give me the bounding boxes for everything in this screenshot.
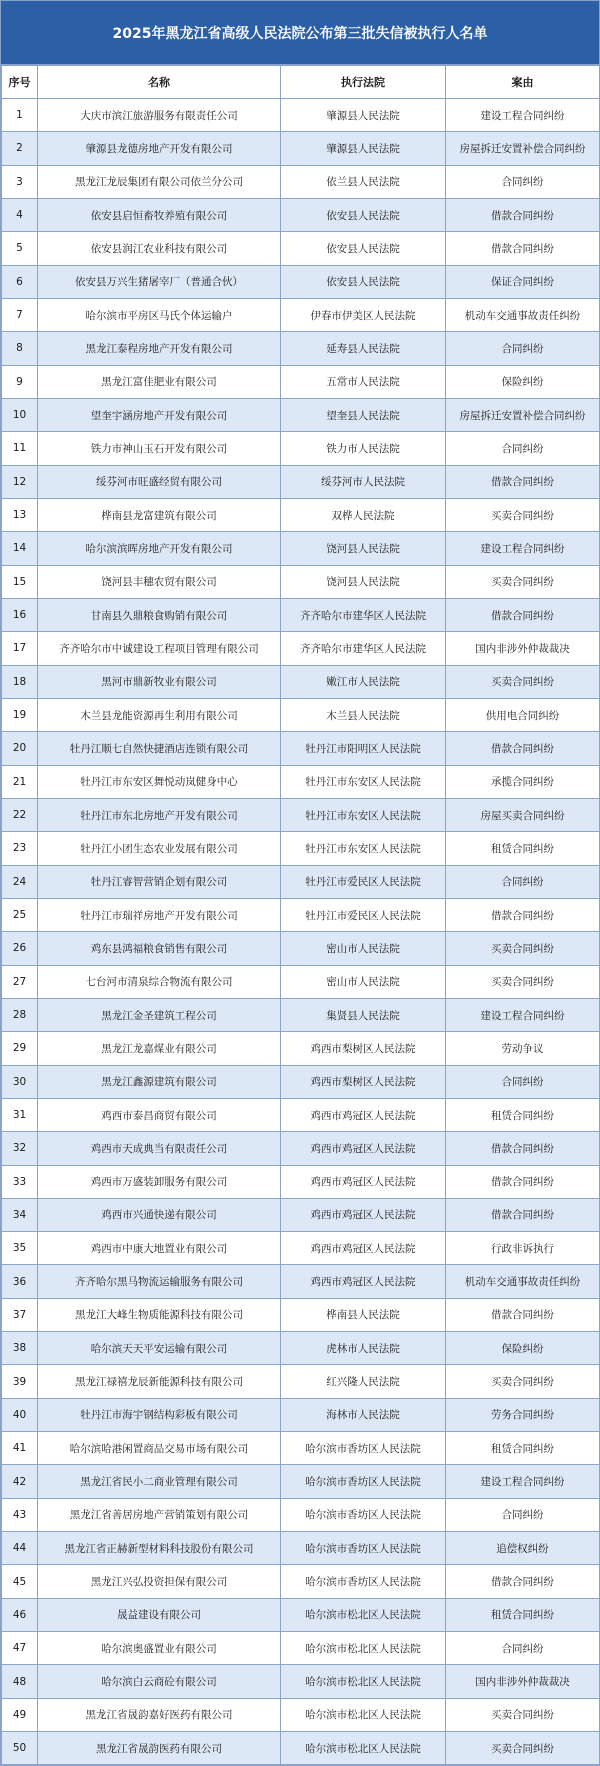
header-name: 名称 — [38, 66, 281, 99]
cell-court: 牡丹江市东安区人民法院 — [281, 832, 446, 865]
cell-name: 铁力市神山玉石开发有限公司 — [38, 432, 281, 465]
cell-name: 鸡西市泰昌商贸有限公司 — [38, 1098, 281, 1131]
table-row — [2, 1065, 600, 1098]
cell-court: 肇源县人民法院 — [281, 132, 446, 165]
cell-name: 哈尔滨市平房区马氏个体运输户 — [38, 298, 281, 331]
cell-name: 黑龙江鑫源建筑有限公司 — [38, 1065, 281, 1098]
cell-court: 密山市人民法院 — [281, 965, 446, 998]
cell-cause: 合同纠纷 — [446, 332, 600, 365]
table-row — [2, 1632, 600, 1665]
table-row — [2, 1265, 600, 1298]
cell-name: 鸡东县鸿福粮食销售有限公司 — [38, 932, 281, 965]
cell-name: 黑龙江龙辰集团有限公司依兰分公司 — [38, 165, 281, 198]
table-row — [2, 598, 600, 631]
cell-court: 伊春市伊美区人民法院 — [281, 298, 446, 331]
cell-cause: 房屋买卖合同纠纷 — [446, 798, 600, 831]
cell-cause: 租赁合同纠纷 — [446, 832, 600, 865]
cell-cause: 租赁合同纠纷 — [446, 1432, 600, 1465]
table-row — [2, 1698, 600, 1731]
cell-court: 延寿县人民法院 — [281, 332, 446, 365]
cell-name: 黑龙江省正赫新型材料科技股份有限公司 — [38, 1532, 281, 1565]
cell-number: 50 — [2, 1732, 38, 1765]
cell-name: 鸡西市万盛装卸服务有限公司 — [38, 1165, 281, 1198]
cell-court: 海林市人民法院 — [281, 1398, 446, 1431]
header-row — [2, 66, 600, 99]
cell-name: 黑龙江禄禧龙辰新能源科技有限公司 — [38, 1365, 281, 1398]
cell-court: 虎林市人民法院 — [281, 1332, 446, 1365]
cell-cause: 国内非涉外仲裁裁决 — [446, 632, 600, 665]
table-row — [2, 798, 600, 831]
table-row — [2, 1098, 600, 1131]
cell-court: 绥芬河市人民法院 — [281, 465, 446, 498]
cell-number: 6 — [2, 265, 38, 298]
cell-number: 38 — [2, 1332, 38, 1365]
cell-name: 鸡西市天成典当有限责任公司 — [38, 1132, 281, 1165]
table-row — [2, 398, 600, 431]
table-row — [2, 865, 600, 898]
table-row — [2, 465, 600, 498]
cell-number: 48 — [2, 1665, 38, 1698]
cell-name: 黑龙江省民小二商业管理有限公司 — [38, 1465, 281, 1498]
cell-name: 齐齐哈尔黑马物流运输服务有限公司 — [38, 1265, 281, 1298]
table-row — [2, 365, 600, 398]
cell-court: 鸡西市鸡冠区人民法院 — [281, 1098, 446, 1131]
cell-number: 45 — [2, 1565, 38, 1598]
cell-cause: 买卖合同纠纷 — [446, 932, 600, 965]
cell-court: 饶河县人民法院 — [281, 532, 446, 565]
cell-court: 哈尔滨市香坊区人民法院 — [281, 1465, 446, 1498]
table-row — [2, 932, 600, 965]
cell-name: 黑龙江泰程房地产开发有限公司 — [38, 332, 281, 365]
cell-cause: 建设工程合同纠纷 — [446, 532, 600, 565]
cell-cause: 借款合同纠纷 — [446, 465, 600, 498]
table-row — [2, 498, 600, 531]
cell-number: 29 — [2, 1032, 38, 1065]
cell-number: 33 — [2, 1165, 38, 1198]
cell-name: 大庆市滨江旅游服务有限责任公司 — [38, 99, 281, 132]
cell-cause: 合同纠纷 — [446, 165, 600, 198]
cell-cause: 借款合同纠纷 — [446, 732, 600, 765]
cell-court: 哈尔滨市香坊区人民法院 — [281, 1498, 446, 1531]
table-row — [2, 1432, 600, 1465]
cell-number: 14 — [2, 532, 38, 565]
cell-name: 望奎宇涵房地产开发有限公司 — [38, 398, 281, 431]
cell-court: 牡丹江市东安区人民法院 — [281, 798, 446, 831]
cell-number: 39 — [2, 1365, 38, 1398]
cell-cause: 机动车交通事故责任纠纷 — [446, 1265, 600, 1298]
cell-name: 黑龙江大峰生物质能源科技有限公司 — [38, 1298, 281, 1331]
header-number: 序号 — [2, 66, 38, 99]
cell-cause: 机动车交通事故责任纠纷 — [446, 298, 600, 331]
cell-number: 26 — [2, 932, 38, 965]
cell-cause: 借款合同纠纷 — [446, 232, 600, 265]
cell-court: 红兴隆人民法院 — [281, 1365, 446, 1398]
cell-number: 25 — [2, 898, 38, 931]
table-row — [2, 232, 600, 265]
cell-cause: 合同纠纷 — [446, 1065, 600, 1098]
cell-name: 哈尔滨滨晖房地产开发有限公司 — [38, 532, 281, 565]
cell-number: 16 — [2, 598, 38, 631]
cell-cause: 借款合同纠纷 — [446, 598, 600, 631]
cell-name: 肇源县龙德房地产开发有限公司 — [38, 132, 281, 165]
cell-court: 密山市人民法院 — [281, 932, 446, 965]
cell-court: 饶河县人民法院 — [281, 565, 446, 598]
page-title: 2025年黑龙江省高级人民法院公布第三批失信被执行人名单 — [1, 1, 599, 65]
cell-court: 齐齐哈尔市建华区人民法院 — [281, 632, 446, 665]
cell-cause: 供用电合同纠纷 — [446, 698, 600, 731]
cell-cause: 借款合同纠纷 — [446, 1132, 600, 1165]
table-row — [2, 265, 600, 298]
cell-name: 七台河市清泉综合物流有限公司 — [38, 965, 281, 998]
cell-court: 依兰县人民法院 — [281, 165, 446, 198]
cell-name: 牡丹江市瑞祥房地产开发有限公司 — [38, 898, 281, 931]
table-row — [2, 898, 600, 931]
cell-name: 齐齐哈尔市中诚建设工程项目管理有限公司 — [38, 632, 281, 665]
table-row — [2, 1732, 600, 1765]
cell-name: 桦南县龙富建筑有限公司 — [38, 498, 281, 531]
cell-number: 31 — [2, 1098, 38, 1131]
table-row — [2, 1198, 600, 1231]
cell-cause: 借款合同纠纷 — [446, 898, 600, 931]
cell-court: 牡丹江市阳明区人民法院 — [281, 732, 446, 765]
cell-court: 鸡西市梨树区人民法院 — [281, 1032, 446, 1065]
cell-name: 黑龙江龙嘉煤业有限公司 — [38, 1032, 281, 1065]
table-row — [2, 1532, 600, 1565]
cell-number: 4 — [2, 198, 38, 231]
cell-number: 44 — [2, 1532, 38, 1565]
cell-court: 牡丹江市爱民区人民法院 — [281, 865, 446, 898]
cell-name: 依安县润江农业科技有限公司 — [38, 232, 281, 265]
cell-number: 5 — [2, 232, 38, 265]
cell-cause: 借款合同纠纷 — [446, 1165, 600, 1198]
cell-name: 饶河县丰穗农贸有限公司 — [38, 565, 281, 598]
cell-number: 46 — [2, 1598, 38, 1631]
cell-number: 10 — [2, 398, 38, 431]
table-row — [2, 1132, 600, 1165]
cell-cause: 合同纠纷 — [446, 865, 600, 898]
table-row — [2, 1565, 600, 1598]
cell-name: 牡丹江市东安区舞悦动岚健身中心 — [38, 765, 281, 798]
cell-court: 哈尔滨市香坊区人民法院 — [281, 1432, 446, 1465]
cell-name: 晟益建设有限公司 — [38, 1598, 281, 1631]
cell-court: 鸡西市鸡冠区人民法院 — [281, 1232, 446, 1265]
cell-court: 鸡西市鸡冠区人民法院 — [281, 1165, 446, 1198]
cell-name: 黑龙江省晟韵医药有限公司 — [38, 1732, 281, 1765]
cell-cause: 借款合同纠纷 — [446, 1298, 600, 1331]
cell-number: 19 — [2, 698, 38, 731]
table-row — [2, 432, 600, 465]
cell-court: 铁力市人民法院 — [281, 432, 446, 465]
cell-number: 37 — [2, 1298, 38, 1331]
cell-name: 木兰县龙能资源再生利用有限公司 — [38, 698, 281, 731]
table-row — [2, 1465, 600, 1498]
table-row — [2, 298, 600, 331]
table-row — [2, 165, 600, 198]
cell-name: 哈尔滨奥盛置业有限公司 — [38, 1632, 281, 1665]
cell-number: 3 — [2, 165, 38, 198]
cell-court: 哈尔滨市松北区人民法院 — [281, 1732, 446, 1765]
cell-court: 五常市人民法院 — [281, 365, 446, 398]
table-row — [2, 1398, 600, 1431]
cell-court: 哈尔滨市松北区人民法院 — [281, 1632, 446, 1665]
cell-cause: 行政非诉执行 — [446, 1232, 600, 1265]
cell-court: 望奎县人民法院 — [281, 398, 446, 431]
cell-number: 20 — [2, 732, 38, 765]
cell-cause: 买卖合同纠纷 — [446, 565, 600, 598]
cell-cause: 买卖合同纠纷 — [446, 498, 600, 531]
cell-number: 8 — [2, 332, 38, 365]
table-body — [2, 99, 600, 1765]
cell-court: 桦南县人民法院 — [281, 1298, 446, 1331]
cell-number: 36 — [2, 1265, 38, 1298]
cell-court: 齐齐哈尔市建华区人民法院 — [281, 598, 446, 631]
table-row — [2, 632, 600, 665]
cell-cause: 买卖合同纠纷 — [446, 1698, 600, 1731]
cell-court: 哈尔滨市松北区人民法院 — [281, 1665, 446, 1698]
table-row — [2, 1598, 600, 1631]
cell-number: 13 — [2, 498, 38, 531]
cell-cause: 买卖合同纠纷 — [446, 665, 600, 698]
cell-court: 哈尔滨市香坊区人民法院 — [281, 1532, 446, 1565]
cell-number: 47 — [2, 1632, 38, 1665]
cell-court: 依安县人民法院 — [281, 232, 446, 265]
cell-number: 9 — [2, 365, 38, 398]
cell-number: 32 — [2, 1132, 38, 1165]
cell-name: 黑龙江省晟韵嘉好医药有限公司 — [38, 1698, 281, 1731]
table-row — [2, 132, 600, 165]
blacklist-table — [1, 65, 600, 1765]
cell-number: 43 — [2, 1498, 38, 1531]
cell-name: 鸡西市兴通快递有限公司 — [38, 1198, 281, 1231]
cell-number: 24 — [2, 865, 38, 898]
cell-court: 双桦人民法院 — [281, 498, 446, 531]
table-row — [2, 1665, 600, 1698]
cell-cause: 劳动争议 — [446, 1032, 600, 1065]
cell-cause: 房屋拆迁安置补偿合同纠纷 — [446, 132, 600, 165]
cell-court: 依安县人民法院 — [281, 198, 446, 231]
cell-cause: 买卖合同纠纷 — [446, 1365, 600, 1398]
cell-cause: 建设工程合同纠纷 — [446, 998, 600, 1031]
cell-name: 牡丹江市海宇钢结构彩板有限公司 — [38, 1398, 281, 1431]
cell-cause: 租赁合同纠纷 — [446, 1598, 600, 1631]
table-row — [2, 1232, 600, 1265]
cell-number: 11 — [2, 432, 38, 465]
table-row — [2, 198, 600, 231]
cell-cause: 劳务合同纠纷 — [446, 1398, 600, 1431]
table-row — [2, 532, 600, 565]
table-row — [2, 698, 600, 731]
cell-cause: 承揽合同纠纷 — [446, 765, 600, 798]
cell-cause: 合同纠纷 — [446, 1498, 600, 1531]
cell-court: 鸡西市鸡冠区人民法院 — [281, 1132, 446, 1165]
cell-number: 18 — [2, 665, 38, 698]
cell-number: 7 — [2, 298, 38, 331]
cell-court: 鸡西市鸡冠区人民法院 — [281, 1198, 446, 1231]
table-row — [2, 1298, 600, 1331]
cell-court: 哈尔滨市香坊区人民法院 — [281, 1565, 446, 1598]
cell-cause: 保证合同纠纷 — [446, 265, 600, 298]
cell-cause: 买卖合同纠纷 — [446, 1732, 600, 1765]
cell-court: 嫩江市人民法院 — [281, 665, 446, 698]
table-row — [2, 99, 600, 132]
cell-cause: 追偿权纠纷 — [446, 1532, 600, 1565]
cell-cause: 保险纠纷 — [446, 1332, 600, 1365]
cell-court: 肇源县人民法院 — [281, 99, 446, 132]
cell-number: 15 — [2, 565, 38, 598]
cell-name: 牡丹江小团生态农业发展有限公司 — [38, 832, 281, 865]
cell-cause: 借款合同纠纷 — [446, 1198, 600, 1231]
cell-court: 哈尔滨市松北区人民法院 — [281, 1698, 446, 1731]
cell-name: 依安县启恒畜牧养殖有限公司 — [38, 198, 281, 231]
cell-cause: 建设工程合同纠纷 — [446, 1465, 600, 1498]
cell-number: 12 — [2, 465, 38, 498]
cell-cause: 合同纠纷 — [446, 432, 600, 465]
table-row — [2, 732, 600, 765]
cell-court: 牡丹江市东安区人民法院 — [281, 765, 446, 798]
table-row — [2, 832, 600, 865]
cell-name: 牡丹江睿智营销企划有限公司 — [38, 865, 281, 898]
table-row — [2, 1165, 600, 1198]
cell-court: 依安县人民法院 — [281, 265, 446, 298]
table-row — [2, 965, 600, 998]
table-row — [2, 665, 600, 698]
cell-name: 黑龙江金圣建筑工程公司 — [38, 998, 281, 1031]
cell-court: 集贤县人民法院 — [281, 998, 446, 1031]
table-row — [2, 332, 600, 365]
cell-cause: 租赁合同纠纷 — [446, 1098, 600, 1131]
header-cause: 案由 — [446, 66, 600, 99]
cell-number: 34 — [2, 1198, 38, 1231]
cell-cause: 国内非涉外仲裁裁决 — [446, 1665, 600, 1698]
cell-court: 哈尔滨市松北区人民法院 — [281, 1598, 446, 1631]
cell-name: 哈尔滨天天平安运输有限公司 — [38, 1332, 281, 1365]
cell-number: 23 — [2, 832, 38, 865]
cell-number: 42 — [2, 1465, 38, 1498]
cell-number: 40 — [2, 1398, 38, 1431]
table-row — [2, 1498, 600, 1531]
table-row — [2, 1032, 600, 1065]
cell-name: 依安县万兴生猪屠宰厂（普通合伙） — [38, 265, 281, 298]
cell-name: 鸡西市中康大地置业有限公司 — [38, 1232, 281, 1265]
cell-cause: 买卖合同纠纷 — [446, 965, 600, 998]
cell-number: 28 — [2, 998, 38, 1031]
table-row — [2, 998, 600, 1031]
cell-number: 41 — [2, 1432, 38, 1465]
cell-name: 哈尔滨白云商砼有限公司 — [38, 1665, 281, 1698]
cell-number: 49 — [2, 1698, 38, 1731]
cell-number: 2 — [2, 132, 38, 165]
table-row — [2, 1332, 600, 1365]
cell-cause: 借款合同纠纷 — [446, 1565, 600, 1598]
table-header — [2, 66, 600, 99]
cell-court: 木兰县人民法院 — [281, 698, 446, 731]
cell-court: 牡丹江市爱民区人民法院 — [281, 898, 446, 931]
cell-name: 绥芬河市旺盛经贸有限公司 — [38, 465, 281, 498]
cell-cause: 建设工程合同纠纷 — [446, 99, 600, 132]
cell-court: 鸡西市梨树区人民法院 — [281, 1065, 446, 1098]
table-row — [2, 765, 600, 798]
cell-name: 牡丹江市东北房地产开发有限公司 — [38, 798, 281, 831]
cell-cause: 借款合同纠纷 — [446, 198, 600, 231]
table-row — [2, 565, 600, 598]
cell-number: 22 — [2, 798, 38, 831]
cell-name: 甘南县久鼎粮食购销有限公司 — [38, 598, 281, 631]
cell-name: 黑龙江兴弘投资担保有限公司 — [38, 1565, 281, 1598]
cell-number: 27 — [2, 965, 38, 998]
cell-cause: 房屋拆迁安置补偿合同纠纷 — [446, 398, 600, 431]
cell-number: 30 — [2, 1065, 38, 1098]
cell-name: 牡丹江顺七自然快捷酒店连锁有限公司 — [38, 732, 281, 765]
cell-court: 鸡西市鸡冠区人民法院 — [281, 1265, 446, 1298]
cell-name: 黑龙江省善居房地产营销策划有限公司 — [38, 1498, 281, 1531]
cell-cause: 合同纠纷 — [446, 1632, 600, 1665]
header-court: 执行法院 — [281, 66, 446, 99]
table-row — [2, 1365, 600, 1398]
cell-number: 21 — [2, 765, 38, 798]
cell-name: 黑龙江富佳肥业有限公司 — [38, 365, 281, 398]
cell-number: 17 — [2, 632, 38, 665]
cell-cause: 保险纠纷 — [446, 365, 600, 398]
cell-number: 1 — [2, 99, 38, 132]
cell-name: 哈尔滨哈港闲置商品交易市场有限公司 — [38, 1432, 281, 1465]
cell-name: 黑河市鼎新牧业有限公司 — [38, 665, 281, 698]
cell-number: 35 — [2, 1232, 38, 1265]
